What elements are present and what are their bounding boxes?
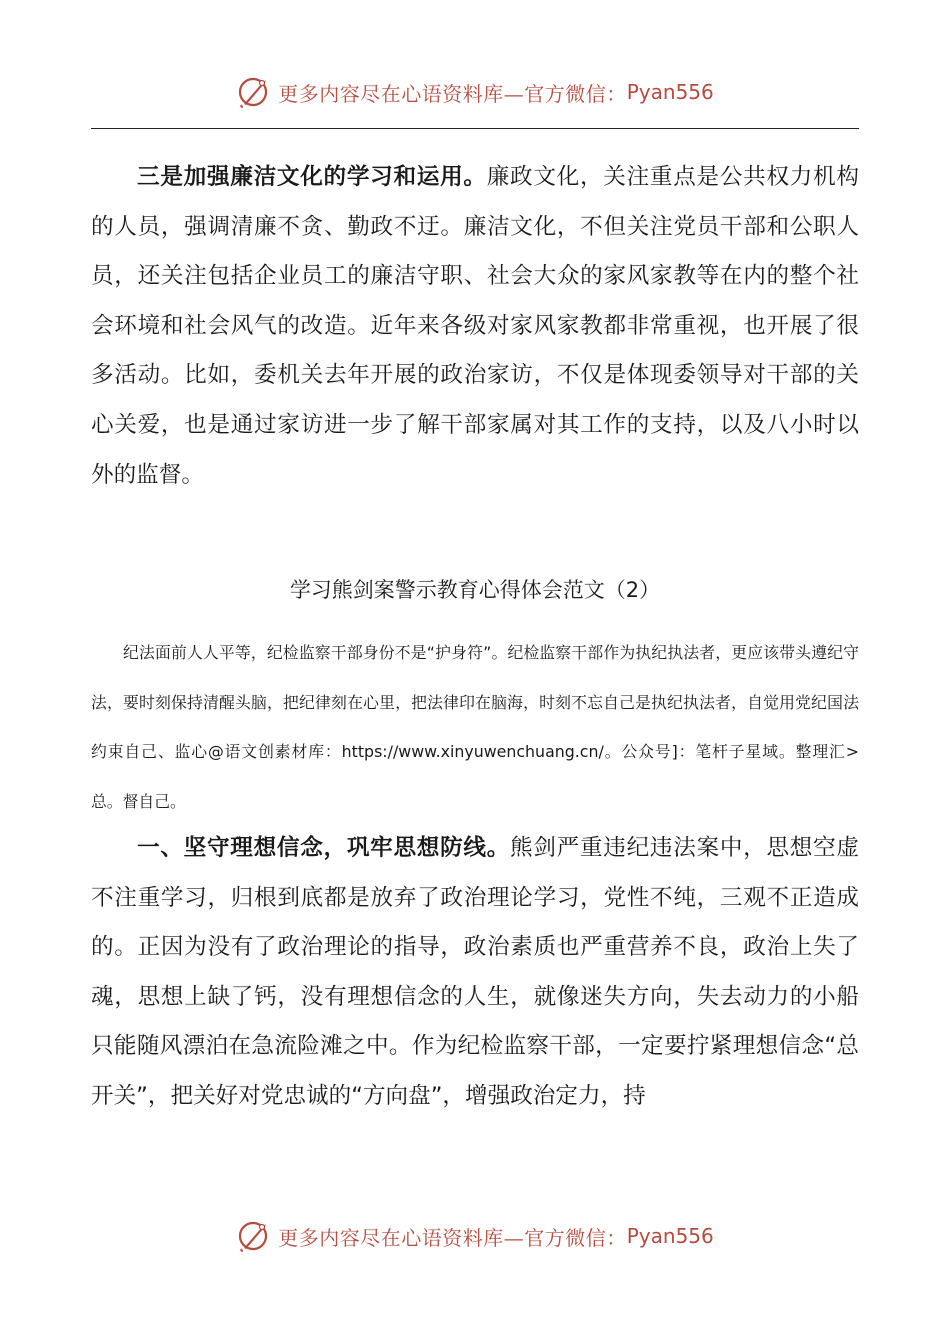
quill-logo-icon — [236, 1218, 272, 1254]
header-divider — [91, 128, 859, 129]
header-banner — [0, 72, 950, 112]
section2-body: 熊剑严重违纪违法案中，思想空虚不注重学习，归根到底都是放弃了政治理论学习，党性不纯，三观不正造成的。正因为没有了政治理论的指导，政治素质也严重营养不良，政治上失了魂，思想上缺了钙，没有理想信念的人生，就像迷失方向，失去动力的小船只能随风漂泊在急流险滩之中。作为纪检监察干部，一定要拧紧理想信念“总开关”，把关好对党忠诚的“方向盘”，增强政治定力，持 — [91, 835, 860, 1109]
section1-body: 廉政文化，关注重点是公共权力机构的人员，强调清廉不贪、勤政不迂。廉洁文化，不但关注党员干部和公职人员，还关注包括企业员工的廉洁守职、社会大众的家风家教等在内的整个社会环境和社会风气的改造。近年来各级对家风家教都非常重视，也开展了很多活动。比如，委机关去年开展的政治家访，不仅是体现委领导对干部的关心关爱，也是通过家访进一步了解干部家属对其工作的支持，以及八小时以外的监督。 — [91, 164, 859, 488]
header-banner-text: 更多内容尽在心语资料库—官方微信： — [278, 81, 627, 106]
section1-lead: 三是加强廉洁文化的学习和运用。 — [137, 164, 487, 190]
page-subtitle: 学习熊剑案警示教育心得体会范文（2） — [289, 578, 661, 602]
header-banner-id: Pyan556 — [626, 80, 714, 104]
footer-banner-id: Pyan556 — [626, 1224, 714, 1248]
section2-paragraph — [91, 824, 859, 1122]
quill-logo-icon — [236, 74, 272, 110]
section1-paragraph — [91, 153, 859, 500]
intro-paragraph: 纪法面前人人平等，纪检监察干部身份不是“护身符”。纪检监察干部作为执纪执法者，更应该带头遵纪守法，要时刻保持清醒头脑，把纪律刻在心里，把法律印在脑海，时刻不忘自己是执纪执法者，自觉用党纪国法约束自己、监心@语文创素材库：https://www.xinyuwenchuang.cn/。公众号]：笔杆子星域。整理汇>总。督自己。 — [91, 643, 859, 811]
footer-banner — [0, 1216, 950, 1256]
footer-banner-text: 更多内容尽在心语资料库—官方微信： — [278, 1225, 627, 1250]
section2-lead: 一、坚守理想信念，巩牢思想防线。 — [137, 835, 511, 861]
